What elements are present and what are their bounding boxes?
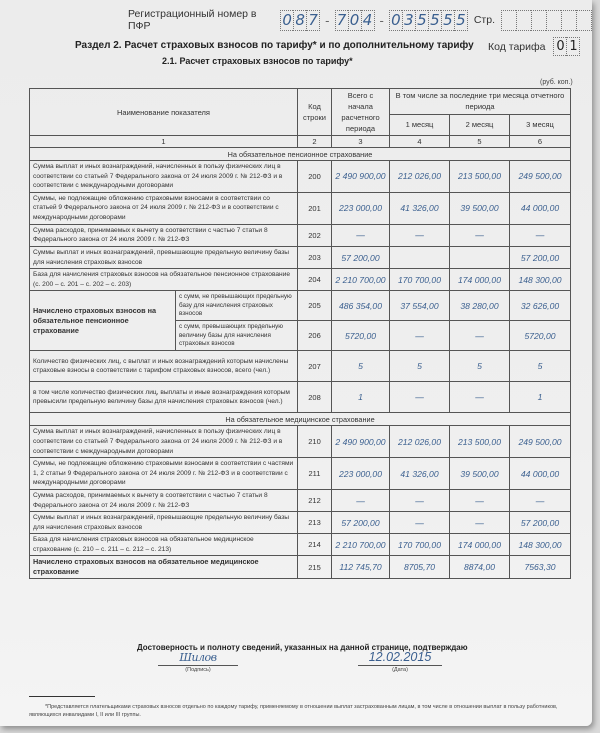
reg-digit: 0: [348, 10, 361, 31]
row-code: 202: [298, 224, 332, 246]
row-code: 205: [298, 291, 332, 321]
reg-digit: 7: [335, 10, 348, 31]
value-total[interactable]: 2 490 900,00: [332, 161, 390, 193]
tariff-code-cells[interactable]: [553, 37, 580, 56]
reg-group-3[interactable]: [389, 10, 468, 31]
table-row-210: [30, 426, 571, 458]
medical-section-title: На обязательное медицинское страхование: [30, 413, 571, 426]
value-total[interactable]: 223 000,00: [332, 458, 390, 490]
value-total[interactable]: 223 000,00: [332, 192, 390, 224]
table-row-200: [30, 161, 571, 193]
value-total[interactable]: 486 354,00: [332, 291, 390, 321]
col-number: 1: [30, 136, 298, 148]
value-month-1[interactable]: 37 554,00: [390, 291, 450, 321]
header-month-2: 2 месяц: [450, 114, 510, 135]
header-month-1: 1 месяц: [390, 114, 450, 135]
value-month-3[interactable]: 1: [510, 382, 571, 413]
row-label: Сумма расходов, принимаемых к вычету в соответствии с частью 7 статьи 8 Федерального закона от 24 июля 2009 г. № 212-ФЗ: [30, 224, 298, 246]
value-month-3[interactable]: 7563,30: [510, 556, 571, 578]
units-label: (руб. коп.): [540, 79, 573, 86]
value-month-3[interactable]: 57 200,00: [510, 512, 571, 534]
page-number-cells[interactable]: [501, 10, 592, 31]
signature-caption: (Подпись): [185, 667, 211, 673]
value-month-3[interactable]: 249 500,00: [510, 426, 571, 458]
value-month-1[interactable]: 212 026,00: [390, 426, 450, 458]
row-label: с сумм, превышающих предельную величину базы для начисления страховых взносов: [176, 321, 298, 351]
table-row-215: [30, 556, 571, 578]
value-month-3[interactable]: 32 626,00: [510, 291, 571, 321]
column-numbers-row: [30, 136, 571, 148]
pension-section-header: [30, 148, 571, 161]
value-month-3[interactable]: 57 200,00: [510, 246, 571, 268]
value-total[interactable]: —: [332, 489, 390, 511]
registration-number-line: [128, 9, 592, 31]
row-label: Сумма выплат и иных вознаграждений, начисленных в пользу физических лиц в соответствии со статьей 7 Федерального закона от 24 июля 2009 г. № 212-ФЗ и в соответствии с международными договорами: [30, 426, 298, 458]
header-total: Всего с начала расчетного периода: [332, 89, 390, 136]
value-month-1[interactable]: 8705,70: [390, 556, 450, 578]
value-month-1[interactable]: —: [390, 224, 450, 246]
table-row-208: [30, 382, 571, 413]
reg-digit: 5: [415, 10, 428, 31]
value-month-2[interactable]: —: [450, 489, 510, 511]
pension-section-title: На обязательное пенсионное страхование: [30, 148, 571, 161]
row-label: Начислено страховых взносов на обязательное медицинское страхование: [30, 556, 298, 578]
reg-digit: 3: [402, 10, 415, 31]
value-month-1[interactable]: [390, 246, 450, 268]
value-month-1[interactable]: 170 700,00: [390, 269, 450, 291]
table-row-204: [30, 269, 571, 291]
row-label: Суммы выплат и иных вознаграждений, превышающие предельную величину базы для начисления страховых взносов: [30, 512, 298, 534]
tariff-digit: 0: [553, 37, 566, 56]
date-line: [358, 665, 442, 666]
row-label: Суммы, не подлежащие обложению страховыми взносами в соответствии с частями 1, 2 статьи 9 Федерального закона от 24 июля 2009 г. № 212-ФЗ и в соответствии с международными договорами: [30, 458, 298, 490]
footnote-divider: [29, 696, 95, 697]
value-month-1[interactable]: 41 326,00: [390, 192, 450, 224]
value-month-3[interactable]: 44 000,00: [510, 192, 571, 224]
reg-digit: 0: [280, 10, 293, 31]
reg-digit: 4: [361, 10, 375, 31]
date-value: 12.02.2015: [368, 650, 432, 664]
reg-digit: 8: [293, 10, 306, 31]
row-code: 208: [298, 382, 332, 413]
header-code: Код строки: [298, 89, 332, 136]
value-total[interactable]: —: [332, 224, 390, 246]
row-code: 200: [298, 161, 332, 193]
value-total[interactable]: 5720,00: [332, 321, 390, 351]
value-month-3[interactable]: —: [510, 489, 571, 511]
table-row-211: [30, 458, 571, 490]
value-total[interactable]: 2 210 700,00: [332, 269, 390, 291]
signature-field[interactable]: [158, 651, 238, 673]
separator: -: [325, 12, 330, 28]
value-total[interactable]: 2 210 700,00: [332, 534, 390, 556]
col-number: 4: [390, 136, 450, 148]
header-name: Наименование показателя: [30, 89, 298, 136]
value-month-3[interactable]: 249 500,00: [510, 161, 571, 193]
value-total[interactable]: 57 200,00: [332, 246, 390, 268]
table-row-202: [30, 224, 571, 246]
accrued-pension-label: Начислено страховых взносов на обязательное пенсионное страхование: [30, 291, 176, 351]
value-month-3[interactable]: 5720,00: [510, 321, 571, 351]
value-month-1[interactable]: —: [390, 321, 450, 351]
row-code: 207: [298, 351, 332, 382]
reg-digit: 5: [441, 10, 454, 31]
header-row: [30, 89, 571, 115]
page-digit: [516, 10, 531, 31]
row-code: 214: [298, 534, 332, 556]
value-month-2[interactable]: 174 000,00: [450, 534, 510, 556]
row-label: Сумма выплат и иных вознаграждений, начисленных в пользу физических лиц в соответствии со статьей 7 Федерального закона от 24 июля 2009 г. № 212-ФЗ и в соответствии с международными договорами: [30, 161, 298, 193]
reg-group-2[interactable]: [335, 10, 375, 31]
row-label: Сумма расходов, принимаемых к вычету в соответствии с частью 7 статьи 8 Федерального закона от 24 июля 2009 г. № 212-ФЗ: [30, 489, 298, 511]
separator: -: [379, 12, 384, 28]
value-month-2[interactable]: 5: [450, 351, 510, 382]
col-number: 6: [510, 136, 571, 148]
tariff-code: [488, 37, 580, 56]
page-digit: [546, 10, 561, 31]
tariff-code-label: Код тарифа: [488, 40, 546, 53]
page-digit: [501, 10, 516, 31]
header-last-three-months: В том числе за последние три месяца отчетного периода: [390, 89, 571, 115]
value-total[interactable]: 112 745,70: [332, 556, 390, 578]
value-month-2[interactable]: [450, 246, 510, 268]
registration-number-label: Регистрационный номер в ПФР: [128, 8, 257, 32]
header-month-3: 3 месяц: [510, 114, 571, 135]
row-code: 210: [298, 426, 332, 458]
row-label: База для начисления страховых взносов на обязательное медицинское страхование (с. 210 – с. 211 – с. 212 – с. 213): [30, 534, 298, 556]
table-row-205: [30, 291, 571, 321]
value-total[interactable]: 2 490 900,00: [332, 426, 390, 458]
medical-section-header: [30, 413, 571, 426]
table-row-207: [30, 351, 571, 382]
reg-digit: 5: [454, 10, 468, 31]
signature-line: [158, 665, 238, 666]
page-digit: [561, 10, 576, 31]
col-number: 3: [332, 136, 390, 148]
contributions-table: [29, 88, 571, 579]
value-month-1[interactable]: —: [390, 512, 450, 534]
page-digit: [576, 10, 592, 31]
value-month-2[interactable]: 38 280,00: [450, 291, 510, 321]
value-month-2[interactable]: —: [450, 512, 510, 534]
footnote: *Представляется плательщиками страховых взносов отдельно по каждому тарифу, применяемому в отношении выплат застрахованным лицам, в том числе в отношении выплат в пользу работников, являющихся инвалидами I, II или III группы.: [29, 704, 558, 718]
page-digit: [531, 10, 546, 31]
value-month-1[interactable]: 41 326,00: [390, 458, 450, 490]
row-code: 206: [298, 321, 332, 351]
value-month-3[interactable]: 148 300,00: [510, 534, 571, 556]
value-month-2[interactable]: 39 500,00: [450, 192, 510, 224]
row-label: в том числе количество физических лиц, выплаты и иные вознаграждения которым превысили предельную величину базы для начисления страховых взносов (чел.): [30, 382, 298, 413]
date-caption: (Дата): [392, 667, 408, 673]
row-code: 211: [298, 458, 332, 490]
reg-digit: 5: [428, 10, 441, 31]
table-row-214: [30, 534, 571, 556]
signature-value: Шилов: [179, 651, 217, 664]
value-month-1[interactable]: 5: [390, 351, 450, 382]
col-number: 5: [450, 136, 510, 148]
row-label: Суммы, не подлежащие обложению страховыми взносами в соответствии со статьей 9 Федерального закона от 24 июля 2009 г. № 212-ФЗ и в соответствии с международными договорами: [30, 192, 298, 224]
value-total[interactable]: 5: [332, 351, 390, 382]
value-month-1[interactable]: —: [390, 489, 450, 511]
row-code: 201: [298, 192, 332, 224]
reg-digit: 0: [389, 10, 402, 31]
value-month-3[interactable]: 5: [510, 351, 571, 382]
row-code: 212: [298, 489, 332, 511]
row-label: Количество физических лиц, с выплат и иных вознаграждений которым начислены страховые взносы в соответствии с тарифом страховых взносов, всего (чел.): [30, 351, 298, 382]
value-total[interactable]: 1: [332, 382, 390, 413]
value-month-2[interactable]: 213 500,00: [450, 426, 510, 458]
col-number: 2: [298, 136, 332, 148]
value-month-1[interactable]: 212 026,00: [390, 161, 450, 193]
table-row-201: [30, 192, 571, 224]
date-field[interactable]: [358, 651, 442, 673]
value-month-1[interactable]: —: [390, 382, 450, 413]
value-month-3[interactable]: 148 300,00: [510, 269, 571, 291]
row-code: 213: [298, 512, 332, 534]
row-label: База для начисления страховых взносов на обязательное пенсионное страхование (с. 200 – с. 201 – с. 202 – с. 203): [30, 269, 298, 291]
table-row-203: [30, 246, 571, 268]
row-code: 203: [298, 246, 332, 268]
row-code: 215: [298, 556, 332, 578]
row-label: Суммы выплат и иных вознаграждений, превышающие предельную величину базы для начисления страховых взносов: [30, 246, 298, 268]
value-month-2[interactable]: —: [450, 224, 510, 246]
value-month-2[interactable]: —: [450, 382, 510, 413]
row-label: с сумм, не превышающих предельную базу для начисления страховых взносов: [176, 291, 298, 321]
reg-digit: 7: [306, 10, 320, 31]
value-month-2[interactable]: 8874,00: [450, 556, 510, 578]
subsection-title: 2.1. Расчет страховых взносов по тарифу*: [162, 56, 353, 66]
value-month-2[interactable]: 213 500,00: [450, 161, 510, 193]
value-month-2[interactable]: 174 000,00: [450, 269, 510, 291]
tariff-digit: 1: [566, 37, 580, 56]
value-month-1[interactable]: 170 700,00: [390, 534, 450, 556]
table-row-213: [30, 512, 571, 534]
reg-group-1[interactable]: [280, 10, 320, 31]
value-month-3[interactable]: —: [510, 224, 571, 246]
value-total[interactable]: 57 200,00: [332, 512, 390, 534]
page-label: Стр.: [473, 14, 495, 26]
value-month-2[interactable]: —: [450, 321, 510, 351]
table-row-212: [30, 489, 571, 511]
section-title: Раздел 2. Расчет страховых взносов по тарифу* и по дополнительному тарифу: [75, 40, 474, 51]
value-month-2[interactable]: 39 500,00: [450, 458, 510, 490]
confirmation-text: Достоверность и полноту сведений, указанных на данной странице, подтверждаю: [137, 643, 468, 652]
row-code: 204: [298, 269, 332, 291]
value-month-3[interactable]: 44 000,00: [510, 458, 571, 490]
